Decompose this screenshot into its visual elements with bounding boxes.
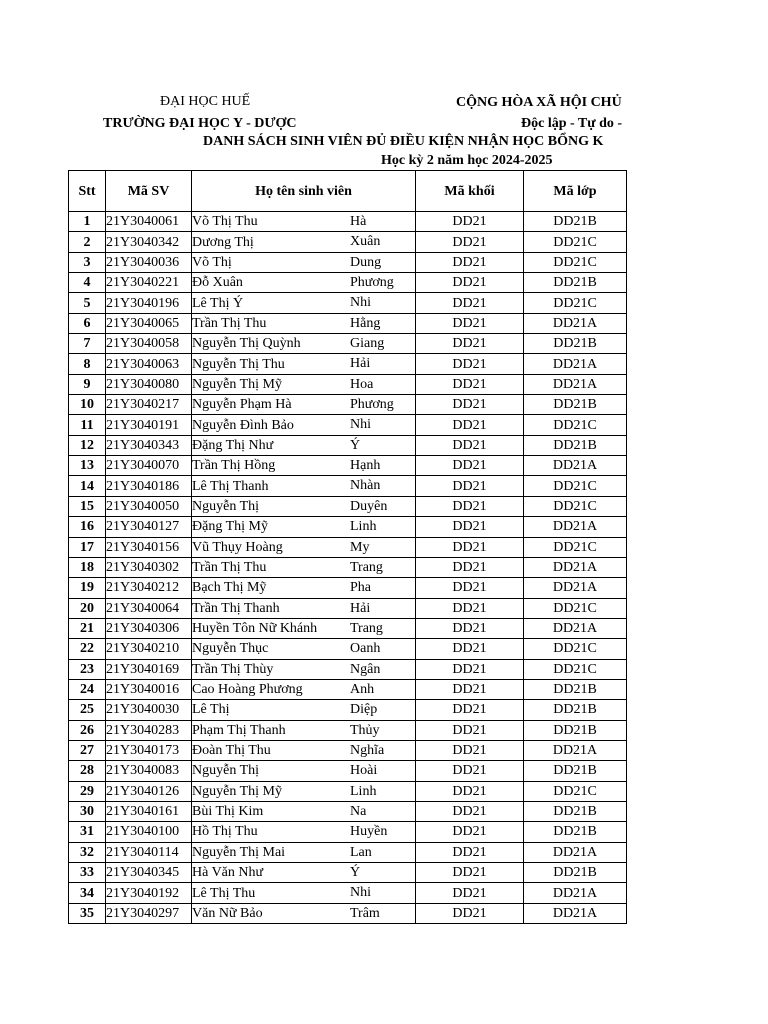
row-class-code: DD21B [524,435,627,455]
row-stt: 4 [69,273,106,293]
table-row [69,598,627,618]
row-class-code: DD21C [524,476,627,496]
row-student-name [192,212,416,232]
row-student-id: 21Y3040306 [106,618,192,638]
row-student-id: 21Y3040061 [106,212,192,232]
row-student-name [192,781,416,801]
table-row [69,883,627,903]
row-stt: 5 [69,293,106,313]
row-block-code: DD21 [416,273,524,293]
row-block-code: DD21 [416,374,524,394]
row-class-code: DD21A [524,354,627,374]
row-stt: 30 [69,801,106,821]
row-class-code: DD21A [524,313,627,333]
row-last-name: Võ Thị Thu [192,214,258,230]
row-last-name: Huyền Tôn Nữ Khánh [192,621,318,637]
row-last-name: Trần Thị Thu [192,560,267,576]
row-student-id: 21Y3040127 [106,517,192,537]
student-table [68,170,627,924]
row-class-code: DD21B [524,700,627,720]
row-student-name [192,476,416,496]
row-block-code: DD21 [416,578,524,598]
row-stt: 3 [69,252,106,272]
row-last-name: Lê Thị Thu [192,885,256,901]
row-class-code: DD21B [524,822,627,842]
row-class-code: DD21A [524,578,627,598]
row-block-code: DD21 [416,537,524,557]
row-student-name [192,700,416,720]
row-block-code: DD21 [416,476,524,496]
row-first-name: Hà [350,214,367,229]
row-class-code: DD21C [524,232,627,252]
table-row [69,700,627,720]
row-last-name: Hà Văn Như [192,865,264,881]
row-class-code: DD21C [524,659,627,679]
row-block-code: DD21 [416,293,524,313]
row-class-code: DD21B [524,801,627,821]
row-class-code: DD21A [524,456,627,476]
row-class-code: DD21B [524,395,627,415]
row-block-code: DD21 [416,761,524,781]
table-row [69,639,627,659]
row-last-name: Võ Thị [192,254,232,270]
row-student-name [192,293,416,313]
table-row [69,334,627,354]
national-motto: Độc lập - Tự do - [521,116,623,131]
row-first-name: Trang [350,620,383,636]
row-last-name: Trần Thị Hồng [192,458,276,474]
row-last-name: Nguyễn Thị [192,498,260,514]
row-block-code: DD21 [416,557,524,577]
row-last-name: Nguyễn Thục [192,641,269,657]
table-row [69,781,627,801]
row-student-name [192,537,416,557]
row-first-name: Nghĩa [350,742,385,758]
row-class-code: DD21A [524,557,627,577]
row-block-code: DD21 [416,639,524,659]
row-student-id: 21Y3040283 [106,720,192,740]
row-first-name: Duyên [350,498,388,514]
header-block-code: Mã khối [416,171,524,212]
row-student-name [192,903,416,923]
document-title: DANH SÁCH SINH VIÊN ĐỦ ĐIỀU KIỆN NHẬN HỌC BỔNG K [203,134,604,149]
row-student-id: 21Y3040212 [106,578,192,598]
row-block-code: DD21 [416,700,524,720]
row-first-name: Giang [350,336,385,352]
row-class-code: DD21C [524,781,627,801]
row-student-id: 21Y3040030 [106,700,192,720]
table-row [69,293,627,313]
row-student-id: 21Y3040156 [106,537,192,557]
row-class-code: DD21C [524,598,627,618]
row-last-name: Nguyễn Thị Mai [192,844,286,860]
row-student-name [192,313,416,333]
row-stt: 12 [69,435,106,455]
row-first-name: Trâm [350,905,380,921]
row-student-id: 21Y3040342 [106,232,192,252]
row-stt: 7 [69,334,106,354]
table-row [69,578,627,598]
row-student-id: 21Y3040302 [106,557,192,577]
school-name: TRƯỜNG ĐẠI HỌC Y - DƯỢC [103,116,297,131]
row-block-code: DD21 [416,740,524,760]
row-student-name [192,415,416,435]
table-row [69,842,627,862]
row-student-id: 21Y3040221 [106,273,192,293]
row-student-id: 21Y3040345 [106,863,192,883]
row-last-name: Trần Thị Thanh [192,600,280,616]
row-class-code: DD21C [524,293,627,313]
row-student-id: 21Y3040343 [106,435,192,455]
row-last-name: Bùi Thị Kim [192,804,264,820]
row-stt: 22 [69,639,106,659]
row-first-name: Ngân [350,661,381,677]
row-first-name: Dung [350,254,382,270]
row-stt: 19 [69,578,106,598]
row-first-name: Thủy [350,722,380,738]
row-stt: 31 [69,822,106,842]
table-row [69,801,627,821]
row-student-id: 21Y3040126 [106,781,192,801]
row-stt: 20 [69,598,106,618]
row-last-name: Lê Thị [192,702,230,718]
row-last-name: Dương Thị [192,234,254,250]
row-student-name [192,761,416,781]
table-row [69,679,627,699]
row-student-name [192,354,416,374]
row-stt: 8 [69,354,106,374]
row-block-code: DD21 [416,456,524,476]
row-class-code: DD21B [524,212,627,232]
table-row [69,252,627,272]
row-stt: 11 [69,415,106,435]
row-class-code: DD21C [524,537,627,557]
row-student-id: 21Y3040297 [106,903,192,923]
table-row [69,659,627,679]
row-block-code: DD21 [416,415,524,435]
row-stt: 9 [69,374,106,394]
header-student-id: Mã SV [106,171,192,212]
table-row [69,903,627,923]
row-last-name: Hồ Thị Thu [192,824,258,840]
row-block-code: DD21 [416,232,524,252]
table-row [69,537,627,557]
row-student-id: 21Y3040169 [106,659,192,679]
row-last-name: Phạm Thị Thanh [192,722,286,738]
row-last-name: Lê Thị Thanh [192,478,269,494]
table-row [69,232,627,252]
university-name: ĐẠI HỌC HUẾ [160,94,251,109]
row-student-id: 21Y3040100 [106,822,192,842]
row-block-code: DD21 [416,720,524,740]
row-student-id: 21Y3040080 [106,374,192,394]
row-student-name [192,334,416,354]
row-stt: 18 [69,557,106,577]
row-class-code: DD21B [524,334,627,354]
table-row [69,273,627,293]
row-first-name: Anh [350,681,375,697]
row-class-code: DD21B [524,863,627,883]
table-row [69,374,627,394]
row-block-code: DD21 [416,598,524,618]
row-first-name: Hoài [350,763,378,779]
row-stt: 17 [69,537,106,557]
row-last-name: Vũ Thụy Hoàng [192,539,283,555]
row-first-name: Nhàn [350,478,381,494]
row-stt: 16 [69,517,106,537]
row-last-name: Đỗ Xuân [192,275,243,291]
row-class-code: DD21A [524,740,627,760]
row-class-code: DD21B [524,273,627,293]
row-block-code: DD21 [416,496,524,516]
row-first-name: Nhi [350,417,371,433]
row-stt: 24 [69,679,106,699]
row-first-name: Pha [350,580,371,596]
row-first-name: Linh [350,783,377,799]
row-first-name: Ý [350,865,361,880]
row-stt: 15 [69,496,106,516]
row-first-name: Trang [350,559,383,575]
row-student-name [192,232,416,252]
row-class-code: DD21B [524,720,627,740]
row-student-id: 21Y3040191 [106,415,192,435]
table-row [69,740,627,760]
row-class-code: DD21B [524,679,627,699]
row-first-name: Phương [350,275,394,291]
row-student-id: 21Y3040114 [106,842,192,862]
row-student-name [192,456,416,476]
row-stt: 29 [69,781,106,801]
row-first-name: Phương [350,397,394,413]
row-student-name [192,252,416,272]
row-class-code: DD21A [524,883,627,903]
row-student-name [192,883,416,903]
row-first-name: Ý [350,437,361,453]
row-student-id: 21Y3040186 [106,476,192,496]
row-student-name [192,863,416,883]
row-block-code: DD21 [416,801,524,821]
row-student-id: 21Y3040065 [106,313,192,333]
row-student-name [192,618,416,638]
row-student-name [192,720,416,740]
table-row [69,822,627,842]
row-student-name [192,435,416,455]
row-stt: 25 [69,700,106,720]
table-row [69,354,627,374]
row-stt: 1 [69,212,106,232]
row-last-name: Cao Hoàng Phương [192,682,303,698]
row-block-code: DD21 [416,863,524,883]
row-block-code: DD21 [416,212,524,232]
row-stt: 21 [69,618,106,638]
row-first-name: Hạnh [350,458,381,474]
table-row [69,395,627,415]
row-last-name: Trần Thị Thu [192,315,267,331]
row-block-code: DD21 [416,618,524,638]
row-block-code: DD21 [416,903,524,923]
row-class-code: DD21A [524,842,627,862]
row-first-name: Hằng [350,315,381,331]
row-student-id: 21Y3040196 [106,293,192,313]
table-row [69,212,627,232]
row-stt: 13 [69,456,106,476]
row-first-name: Hải [350,356,371,372]
nation-title: CỘNG HÒA XÃ HỘI CHỦ [456,95,622,110]
table-row [69,618,627,638]
table-row [69,517,627,537]
row-stt: 26 [69,720,106,740]
row-block-code: DD21 [416,252,524,272]
table-row [69,557,627,577]
row-block-code: DD21 [416,883,524,903]
header-class-code: Mã lớp [524,171,627,212]
row-block-code: DD21 [416,334,524,354]
row-last-name: Trần Thị Thùy [192,661,274,677]
row-last-name: Nguyễn Thị Quỳnh [192,336,301,352]
row-student-name [192,842,416,862]
row-block-code: DD21 [416,517,524,537]
row-block-code: DD21 [416,395,524,415]
row-stt: 27 [69,740,106,760]
row-student-id: 21Y3040217 [106,395,192,415]
row-first-name: Oanh [350,641,381,657]
header-student-name: Họ tên sinh viên [192,171,416,212]
table-row [69,313,627,333]
row-student-name [192,679,416,699]
row-student-id: 21Y3040161 [106,801,192,821]
header-stt: Stt [69,171,106,212]
row-block-code: DD21 [416,781,524,801]
document-subtitle: Học kỳ 2 năm học 2024-2025 [381,153,553,168]
row-first-name: Nhi [350,295,371,311]
row-class-code: DD21C [524,415,627,435]
row-last-name: Nguyễn Thị Thu [192,356,285,372]
row-last-name: Nguyễn Đình Bảo [192,417,294,433]
row-class-code: DD21A [524,517,627,537]
row-first-name: Nhi [350,885,371,901]
row-student-name [192,801,416,821]
row-first-name: Xuân [350,234,381,250]
row-block-code: DD21 [416,313,524,333]
row-first-name: Hải [350,600,371,616]
row-student-name [192,659,416,679]
row-student-name [192,639,416,659]
row-student-id: 21Y3040173 [106,740,192,760]
row-class-code: DD21A [524,903,627,923]
row-student-id: 21Y3040050 [106,496,192,516]
row-class-code: DD21A [524,618,627,638]
row-stt: 35 [69,903,106,923]
row-stt: 33 [69,863,106,883]
row-first-name: Huyền [350,824,388,840]
row-student-id: 21Y3040210 [106,639,192,659]
row-student-name [192,598,416,618]
row-last-name: Đoàn Thị Thu [192,743,271,759]
table-row [69,456,627,476]
row-class-code: DD21B [524,761,627,781]
row-block-code: DD21 [416,435,524,455]
row-last-name: Đặng Thị Như [192,437,274,453]
table-row [69,496,627,516]
row-last-name: Bạch Thị Mỹ [192,580,267,596]
row-first-name: My [350,539,370,555]
row-last-name: Nguyễn Thị [192,763,260,779]
row-first-name: Diệp [350,702,378,718]
row-student-name [192,740,416,760]
row-block-code: DD21 [416,679,524,699]
row-class-code: DD21C [524,639,627,659]
row-last-name: Văn Nữ Bảo [192,905,263,921]
row-first-name: Na [350,803,367,819]
row-stt: 6 [69,313,106,333]
row-student-name [192,557,416,577]
row-last-name: Nguyễn Thị Mỹ [192,783,282,799]
row-student-id: 21Y3040192 [106,883,192,903]
row-last-name: Nguyễn Phạm Hà [192,397,292,413]
row-student-name [192,395,416,415]
table-row [69,761,627,781]
row-student-id: 21Y3040070 [106,456,192,476]
table-body [69,212,627,924]
row-student-name [192,374,416,394]
row-last-name: Nguyễn Thị Mỹ [192,376,282,392]
row-student-name [192,273,416,293]
row-stt: 2 [69,232,106,252]
row-stt: 10 [69,395,106,415]
table-row [69,435,627,455]
row-last-name: Lê Thị Ý [192,295,244,311]
row-student-name [192,822,416,842]
row-student-name [192,578,416,598]
row-first-name: Lan [350,844,372,860]
row-stt: 23 [69,659,106,679]
row-student-id: 21Y3040016 [106,679,192,699]
row-student-id: 21Y3040036 [106,252,192,272]
row-stt: 28 [69,761,106,781]
table-row [69,720,627,740]
row-student-name [192,496,416,516]
table-row [69,863,627,883]
row-stt: 14 [69,476,106,496]
table-row [69,415,627,435]
row-class-code: DD21C [524,496,627,516]
table-header-row [69,171,627,212]
row-block-code: DD21 [416,354,524,374]
row-class-code: DD21A [524,374,627,394]
row-stt: 32 [69,842,106,862]
row-student-id: 21Y3040063 [106,354,192,374]
row-last-name: Đặng Thị Mỹ [192,519,268,535]
row-student-id: 21Y3040058 [106,334,192,354]
row-student-name [192,517,416,537]
row-class-code: DD21C [524,252,627,272]
row-first-name: Hoa [350,376,374,392]
row-block-code: DD21 [416,822,524,842]
table-row [69,476,627,496]
row-student-id: 21Y3040083 [106,761,192,781]
row-first-name: Linh [350,519,377,535]
row-block-code: DD21 [416,842,524,862]
row-stt: 34 [69,883,106,903]
row-student-id: 21Y3040064 [106,598,192,618]
row-block-code: DD21 [416,659,524,679]
